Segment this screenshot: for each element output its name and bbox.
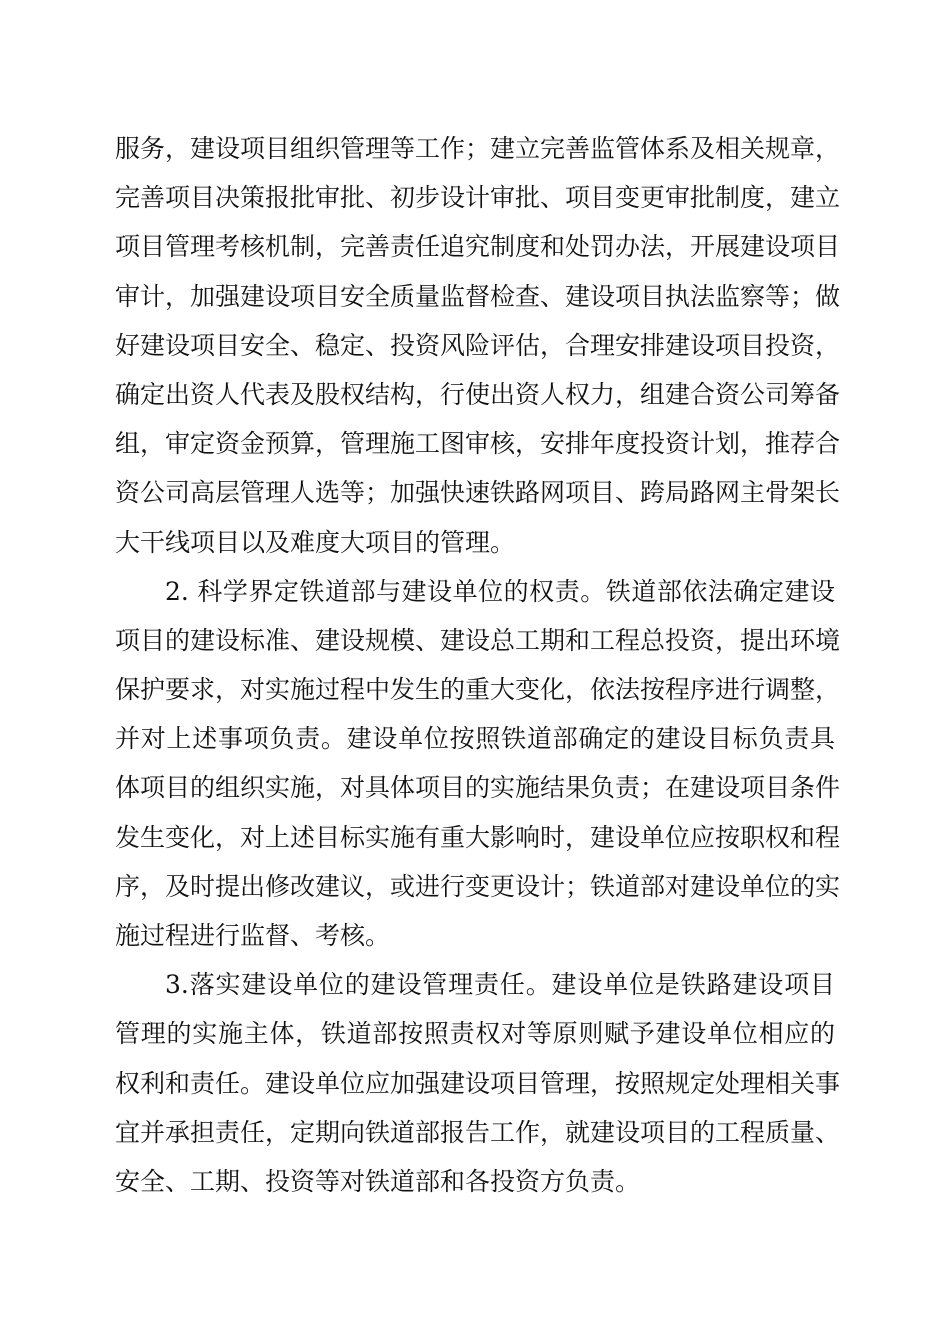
- text-line: 审计，加强建设项目安全质量监督检查、建设项目执法监察等；做: [115, 281, 841, 311]
- text-line: 权利和责任。建设单位应加强建设项目管理，按照规定处理相关事: [115, 1068, 841, 1098]
- paragraph-2-first-line: 2. 科学界定铁道部与建设单位的权责。铁道部依法确定建设: [165, 576, 835, 606]
- text-line: 大干线项目以及难度大项目的管理。: [115, 527, 516, 557]
- text-line: 施过程进行监督、考核。: [115, 921, 391, 950]
- text-line: 序，及时提出修改建议，或进行变更设计；铁道部对建设单位的实: [115, 871, 841, 901]
- text-line: 安全、工期、投资等对铁道部和各投资方负责。: [115, 1166, 641, 1196]
- text-line: 项目管理考核机制，完善责任追究制度和处罚办法，开展建设项目: [115, 232, 841, 262]
- paragraph-3-first-line: 3.落实建设单位的建设管理责任。建设单位是铁路建设项目: [165, 970, 835, 1000]
- text-line: 发生变化，对上述目标实施有重大影响时，建设单位应按职权和程: [115, 822, 841, 852]
- text-line: 服务，建设项目组织管理等工作；建立完善监管体系及相关规章，: [115, 134, 841, 163]
- text-line: 体项目的组织实施，对具体项目的实施结果负责；在建设项目条件: [115, 773, 841, 803]
- text-line: 项目的建设标准、建设规模、建设总工期和工程总投资，提出环境: [115, 625, 841, 655]
- text-line: 完善项目决策报批审批、初步设计审批、项目变更审批制度，建立: [115, 183, 841, 213]
- text-line: 好建设项目安全、稳定、投资风险评估，合理安排建设项目投资，: [115, 330, 841, 360]
- text-line: 组，审定资金预算，管理施工图审核，安排年度投资计划，推荐合: [115, 429, 841, 459]
- text-line: 资公司高层管理人选等；加强快速铁路网项目、跨局路网主骨架长: [115, 478, 841, 508]
- text-line: 并对上述事项负责。建设单位按照铁道部确定的建设目标负责具: [115, 724, 835, 754]
- body-text: [115, 124, 841, 1206]
- text-line: 确定出资人代表及股权结构，行使出资人权力，组建合资公司筹备: [115, 379, 841, 409]
- text-line: 宜并承担责任，定期向铁道部报告工作，就建设项目的工程质量、: [115, 1117, 841, 1147]
- text-line: 保护要求，对实施过程中发生的重大变化，依法按程序进行调整，: [115, 675, 841, 705]
- text-line: 管理的实施主体，铁道部按照责权对等原则赋予建设单位相应的: [115, 1019, 835, 1049]
